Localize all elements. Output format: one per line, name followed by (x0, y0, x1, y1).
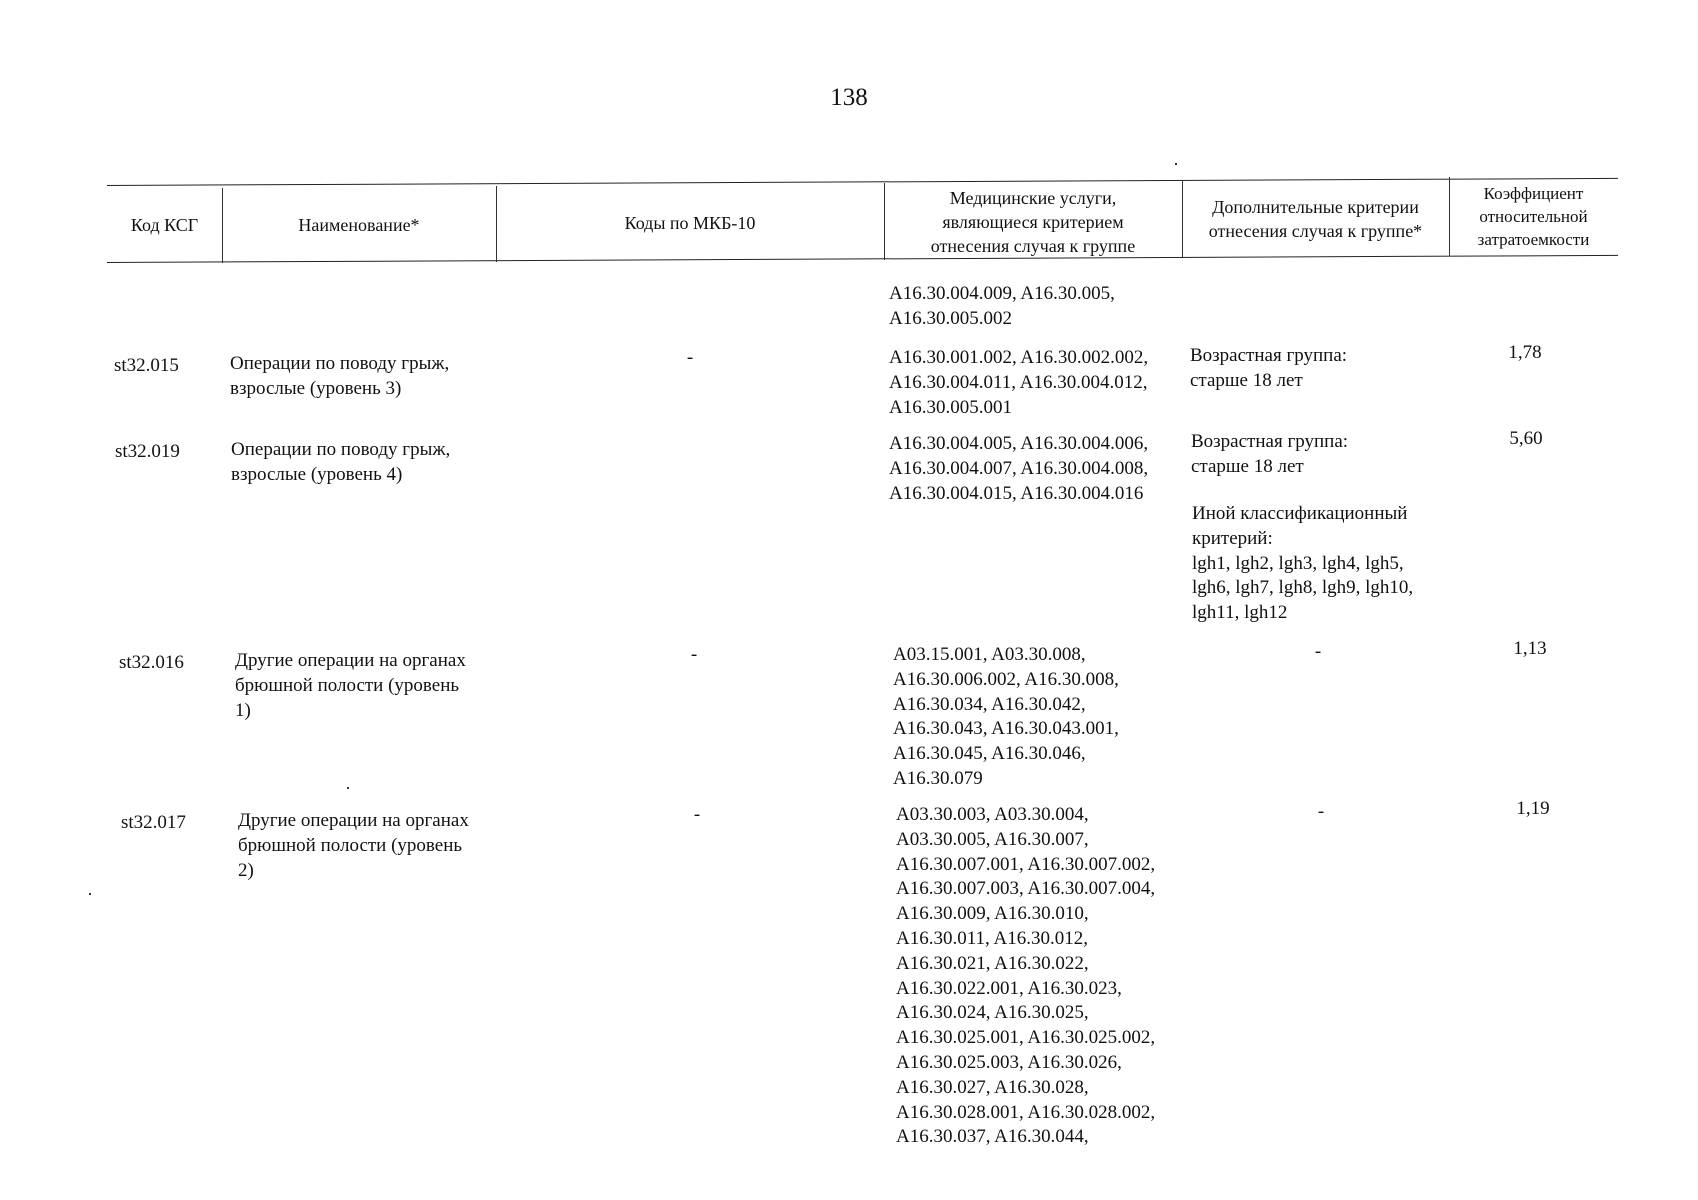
row-code: st32.016 (119, 652, 184, 673)
row-extra: Возрастная группа: старше 18 лет (1190, 345, 1348, 391)
row-icd: - (693, 804, 701, 825)
header-extra-criteria: Дополнительные критерии отнесения случая к группе* (1208, 196, 1423, 241)
row-extra: - (1317, 801, 1325, 822)
header-services: Медицинские услуги, являющиеся критерием отнесения случая к группе (930, 187, 1136, 256)
row-icd: - (686, 347, 694, 368)
row-services: A16.30.001.002, A16.30.002.002, A16.30.004.011, A16.30.004.012, A16.30.005.001 (889, 347, 1149, 418)
row-coefficient: 1,78 (1508, 342, 1542, 363)
row-services: A03.30.003, A03.30.004, A03.30.005, A16.30.007, A16.30.007.001, A16.30.007.002, A16.30.007.003, A16.30.007.004, A16.30.009, A16.30.010, A16.30.011, A16.30.012, A16.30.021, A16.30.022, A16.30.022.001, A16.30.023, A16.30.024, A16.30.025, A16.30.025.001, A16.30.025.002, A16.30.025.003, A16.30.026, A16.30.027, A16.30.028, A16.30.028.001, A16.30.028.002, A16.30.037, A16.30.044, (896, 804, 1156, 1148)
header-icd: Коды по МКБ-10 (624, 213, 756, 233)
row-icd: - (690, 644, 698, 665)
header-coefficient: Коэффициент относительной затратоемкости (1477, 183, 1590, 249)
row-coefficient: 5,60 (1509, 428, 1543, 449)
row-coefficient: 1,19 (1516, 798, 1550, 819)
row-extra: Возрастная группа: старше 18 лет (1191, 431, 1349, 477)
row-name: Операции по поводу грыж, взрослые (уровень 4) (231, 439, 451, 485)
page-number: 138 (830, 84, 868, 111)
row-coefficient: 1,13 (1513, 638, 1547, 659)
header-code: Код КСГ (130, 215, 199, 235)
row-code: st32.015 (114, 355, 179, 376)
row-services: A16.30.004.005, A16.30.004.006, A16.30.004.007, A16.30.004.008, A16.30.004.015, A16.30.004.016 (889, 433, 1149, 504)
row-name: Другие операции на органах брюшной полости (уровень 1) (235, 650, 466, 721)
continuation-services: A16.30.004.009, A16.30.005, A16.30.005.002 (889, 283, 1115, 329)
row-code: st32.017 (121, 812, 186, 833)
scan-speck (1175, 163, 1177, 165)
row-name: Другие операции на органах брюшной полости (уровень 2) (238, 810, 469, 881)
row-services: A03.15.001, A03.30.008, A16.30.006.002, A16.30.008, A16.30.034, A16.30.042, A16.30.043, A16.30.043.001, A16.30.045, A16.30.046, A16.30.079 (893, 644, 1119, 789)
header-name: Наименование* (298, 215, 420, 235)
row-extra-other-criterion: Иной классификационный критерий: lgh1, lgh2, lgh3, lgh4, lgh5, lgh6, lgh7, lgh8, lgh9, lgh10, lgh11, lgh12 (1192, 503, 1414, 624)
row-code: st32.019 (115, 441, 180, 462)
row-extra: - (1314, 641, 1322, 662)
row-name: Операции по поводу грыж, взрослые (уровень 3) (230, 353, 450, 399)
scan-speck (89, 893, 91, 895)
scan-speck (347, 787, 349, 789)
